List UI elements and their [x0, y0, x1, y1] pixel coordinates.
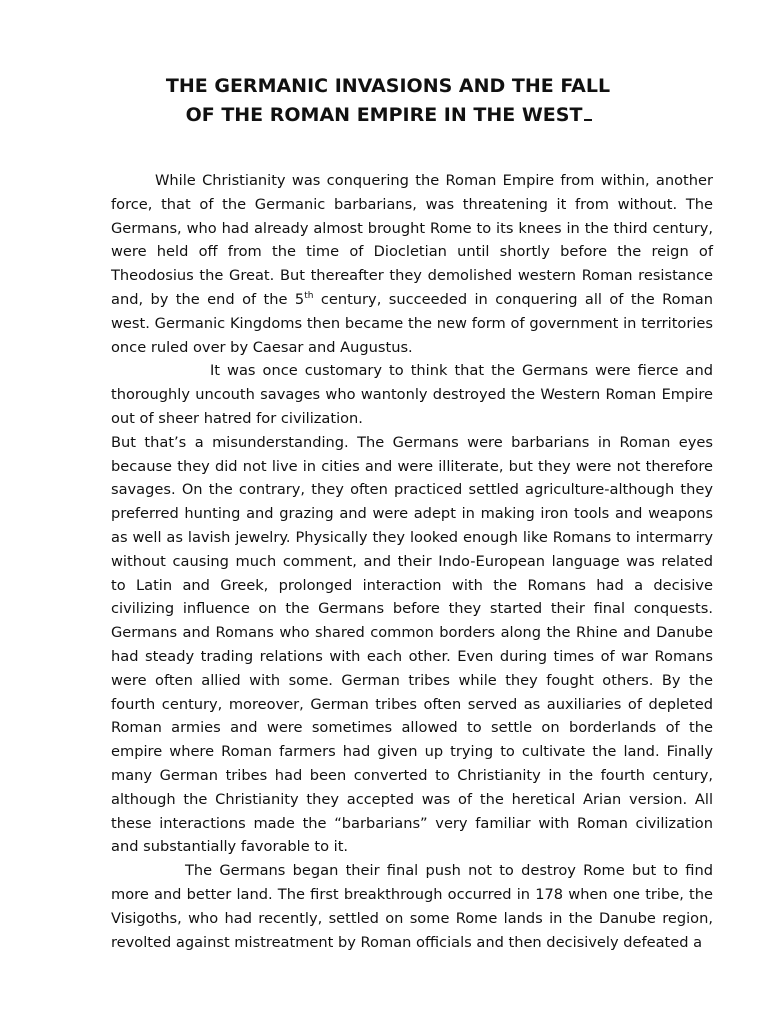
title-underscore: [584, 103, 592, 121]
paragraph-2: It was once customary to think that the Germans were fierce and thoroughly uncouth savages who wantonly destroyed the Western Roman Empire out of sheer hatred for civilization.: [111, 362, 713, 427]
paragraph-3: But that’s a misunderstanding. The Germans were barbarians in Roman eyes because they did not live in cities and were illiterate, but they were not therefore savages. On the contrary, they often practiced settled agriculture-although they preferred hunting and grazing and were adept in making iron tools and weapons as well as lavish jewelry. Physically they looked enough like Romans to intermarry without causing much comment, and their Indo-European language was related to Latin and Greek, prolonged interaction with the Romans had a decisive civilizing influence on the Germans before they started their final conquests. Germans and Romans who shared common borders along the Rhine and Danube had steady trading relations with each other. Even during times of war Romans were often allied with some. German tribes while they fought others. By the fourth century, moreover, German tribes often served as auxiliaries of depleted Roman armies and were sometimes allowed to settle on borderlands of the empire where Roman farmers had given up trying to cultivate the land. Finally many German tribes had been converted to Christianity in the fourth century, although the Christianity they accepted was of the heretical Arian version. All these interactions made the “barbarians” very familiar with Roman civilization and substantially favorable to it.: [111, 433, 713, 856]
paragraph-1: [111, 169, 713, 359]
title-line-2: OF THE ROMAN EMPIRE IN THE WEST: [185, 104, 583, 126]
paragraph-4: The Germans began their final push not to destroy Rome but to find more and better land. The first breakthrough occurred in 178 when one tribe, the Visigoths, who had recently, settled on some Rome lands in the Danube region, revolted against mistreatment by Roman officials and then decisively defeated a: [111, 862, 713, 951]
ordinal-suffix: th: [304, 291, 314, 302]
document-body: [111, 169, 713, 954]
paragraph-1-part-b: century, succeeded in conquering all of the Roman west. Germanic Kingdoms then became the new form of government in territories once ruled over by Caesar and Augustus.: [111, 290, 713, 356]
paragraph-1-part-a: While Christianity was conquering the Roman Empire from within, another force, that of the Germanic barbarians, was threatening it from without. The Germans, who had already almost brought Rome to its knees in the third century, were held off from the time of Diocletian until shortly before the reign of Theodosius the Great. But thereafter they demolished western Roman resistance and, by the end of the 5: [111, 172, 713, 308]
title-line-2-wrapper: [0, 101, 768, 130]
document-title: [0, 72, 768, 130]
title-line-1: THE GERMANIC INVASIONS AND THE FALL: [165, 75, 611, 97]
